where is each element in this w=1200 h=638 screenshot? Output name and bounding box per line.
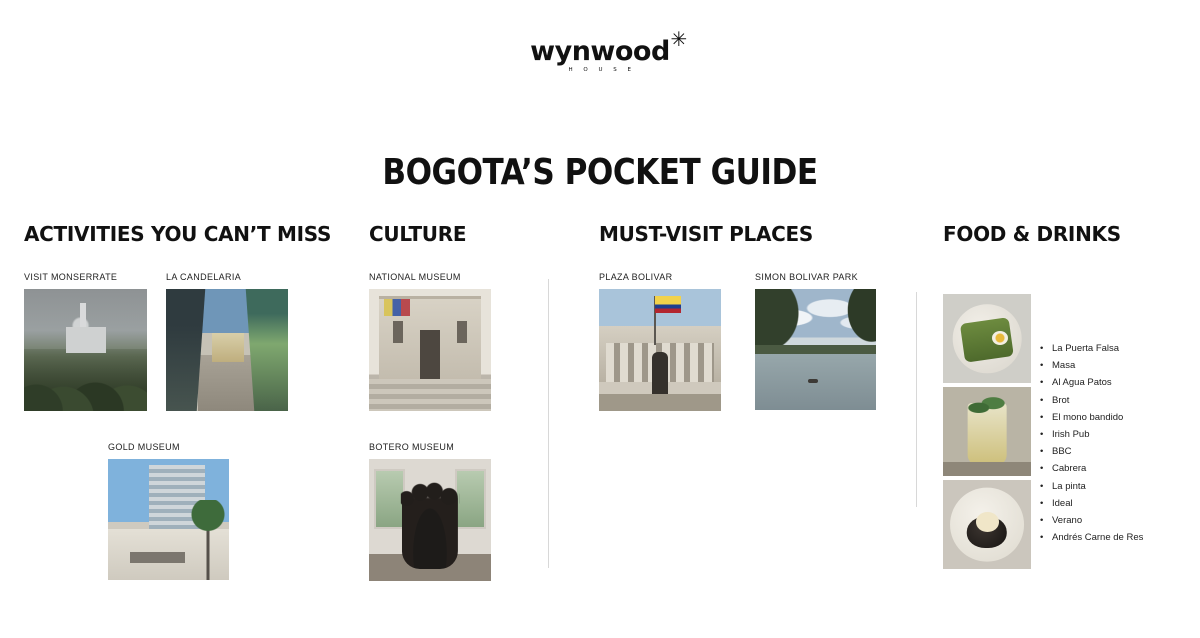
brand-name: wynwood [530, 36, 670, 67]
list-item: • Andrés Carne de Res [1040, 529, 1143, 546]
label-simon-bolivar-park: SIMON BOLIVAR PARK [755, 272, 858, 282]
section-heading-culture: CULTURE [369, 222, 467, 246]
divider-culture [548, 279, 549, 568]
card-visit-monserrate [24, 272, 147, 411]
divider-food [916, 292, 917, 507]
brand-subtitle: H O U S E [568, 67, 636, 73]
list-item: • Al Agua Patos [1040, 374, 1143, 391]
monserrate-photo [24, 289, 147, 411]
section-must-visit-places [599, 222, 899, 282]
label-botero-museum: BOTERO MUSEUM [369, 442, 455, 452]
dessert-photo [943, 480, 1031, 569]
section-heading-must-visit: MUST-VISIT PLACES [599, 222, 813, 246]
list-item: • La pinta [1040, 478, 1143, 495]
gold-museum-photo [108, 459, 229, 580]
list-item: • Cabrera [1040, 460, 1143, 477]
list-item: • Brot [1040, 392, 1143, 409]
card-national-museum [369, 272, 491, 411]
food-places-list [1040, 340, 1143, 546]
label-gold-museum: GOLD MUSEUM [108, 442, 180, 452]
card-la-candelaria [166, 272, 288, 411]
asterisk-icon: ✳ [670, 27, 687, 51]
card-plaza-bolivar [599, 272, 721, 411]
botero-museum-photo [369, 459, 491, 581]
list-item: • El mono bandido [1040, 409, 1143, 426]
card-botero-museum [369, 442, 491, 581]
simon-bolivar-park-photo [755, 289, 876, 410]
brand-wordmark [530, 27, 687, 74]
list-item: • Verano [1040, 512, 1143, 529]
list-item: • Masa [1040, 357, 1143, 374]
list-item: • Irish Pub [1040, 426, 1143, 443]
candelaria-photo [166, 289, 288, 411]
label-plaza-bolivar: PLAZA BOLIVAR [599, 272, 673, 282]
national-museum-photo [369, 289, 491, 411]
section-activities [24, 222, 332, 452]
list-item: • BBC [1040, 443, 1143, 460]
cocktail-photo [943, 387, 1031, 476]
plaza-bolivar-photo [599, 289, 721, 411]
food-photo-stack [943, 294, 1031, 569]
list-item: • La Puerta Falsa [1040, 340, 1143, 357]
section-heading-activities: ACTIVITIES YOU CAN’T MISS [24, 222, 332, 246]
card-gold-museum [108, 442, 229, 580]
toast-photo [943, 294, 1031, 383]
list-item: • Ideal [1040, 495, 1143, 512]
section-culture [369, 222, 569, 452]
brand-logo [0, 27, 1200, 76]
section-heading-food-drinks: FOOD & DRINKS [943, 222, 1121, 246]
label-visit-monserrate: VISIT MONSERRATE [24, 272, 118, 282]
card-simon-bolivar-park [755, 272, 876, 410]
label-national-museum: NATIONAL MUSEUM [369, 272, 461, 282]
label-la-candelaria: LA CANDELARIA [166, 272, 242, 282]
page-title: BOGOTA’S POCKET GUIDE [382, 152, 818, 194]
section-food-drinks [943, 222, 1183, 544]
